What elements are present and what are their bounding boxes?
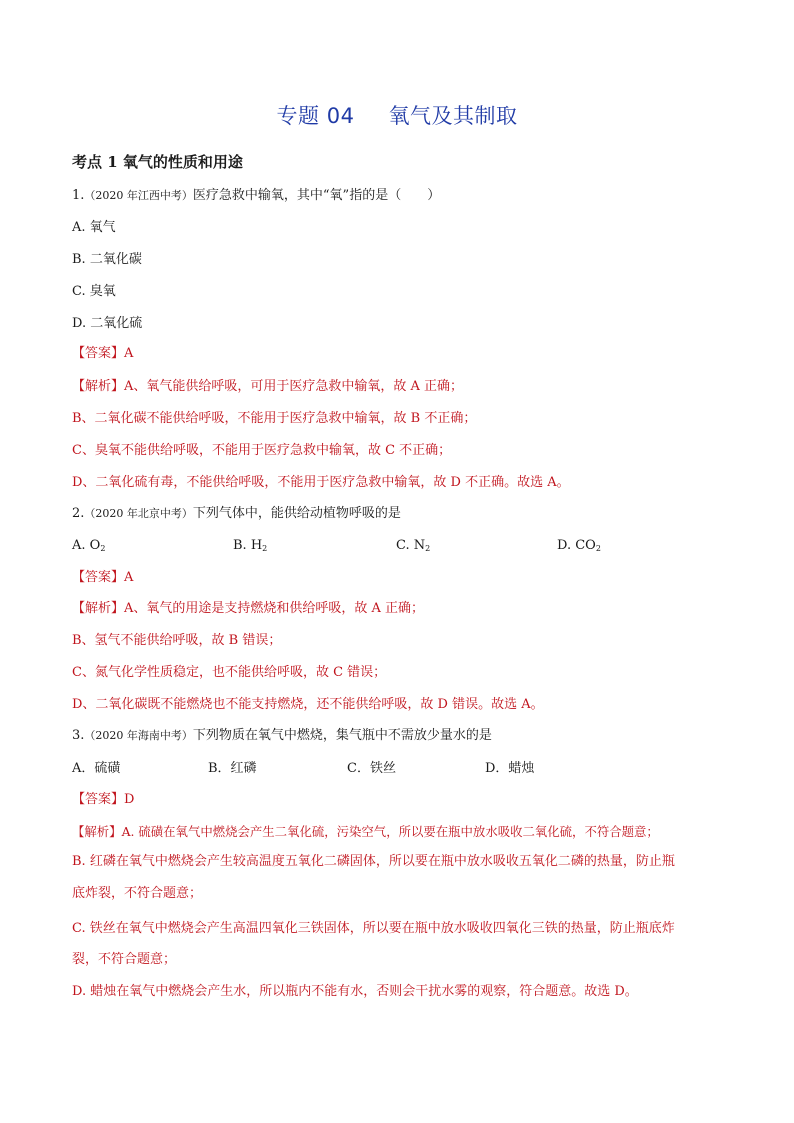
question-1-option-a: A. 氧气 <box>72 220 116 235</box>
question-1-analysis-line: D、二氧化硫有毒，不能供给呼吸，不能用于医疗急救中输氧，故 D 不正确。故选 A。 <box>72 475 570 490</box>
question-1-answer: 【答案】A <box>72 346 134 361</box>
question-1-option-b: B. 二氧化碳 <box>72 252 142 267</box>
question-3-analysis-line: C. 铁丝在氧气中燃烧会产生高温四氧化三铁固体，所以要在瓶中放水吸收四氧化三铁的热量，防止瓶底炸 <box>72 921 675 936</box>
question-3-option-c: C．铁丝 <box>347 761 396 776</box>
question-1-option-c: C. 臭氧 <box>72 284 116 299</box>
question-1-option-d: D. 二氧化硫 <box>72 316 143 331</box>
question-1-analysis-line: C、臭氧不能供给呼吸，不能用于医疗急救中输氧，故 C 不正确； <box>72 443 452 458</box>
question-3-analysis-line: B. 红磷在氧气中燃烧会产生较高温度五氧化二磷固体，所以要在瓶中放水吸收五氧化二磷的热量，防止瓶 <box>72 854 675 869</box>
title-main: 氧气及其制取 <box>388 104 518 128</box>
question-2-analysis-line: C、氮气化学性质稳定，也不能供给呼吸，故 C 错误； <box>72 665 387 680</box>
question-3-analysis-line: 底炸裂，不符合题意； <box>72 886 203 901</box>
question-1-analysis-line: 【解析】A、氧气能供给呼吸，可用于医疗急救中输氧，故 A 正确； <box>72 379 464 394</box>
question-3-analysis-line: 【解析】A. 硫磺在氧气中燃烧会产生二氧化硫，污染空气，所以要在瓶中放水吸收二氧化硫，不符合题意； <box>72 824 659 839</box>
question-2-option-b: B. $H_2$ <box>233 538 268 553</box>
question-2-analysis-line: D、二氧化碳既不能燃烧也不能支持燃烧，还不能供给呼吸，故 D 错误。故选 A。 <box>72 697 544 712</box>
question-3-option-b: B．红磷 <box>208 761 257 776</box>
section-heading: 考点 1 氧气的性质和用途 <box>72 153 243 171</box>
question-3-analysis-line: 裂，不符合题意； <box>72 952 177 967</box>
question-3-stem: 3.（2020 年海南中考）下列物质在氧气中燃烧，集气瓶中不需放少量水的是 <box>72 728 492 743</box>
question-2-option-c: C. $N_2$ <box>396 538 431 553</box>
question-3-option-d: D．蜡烛 <box>485 761 535 776</box>
question-2-answer: 【答案】A <box>72 570 134 585</box>
question-2-option-d: D. $CO_2$ <box>557 538 601 553</box>
question-1-stem: 1.（2020 年江西中考）医疗急救中输氧，其中“氧”指的是（ ） <box>72 188 441 203</box>
page-title <box>0 100 794 130</box>
question-2-stem: 2.（2020 年北京中考）下列气体中，能供给动植物呼吸的是 <box>72 506 401 521</box>
question-2-analysis-line: B、氢气不能供给呼吸，故 B 错误； <box>72 633 282 648</box>
question-1-analysis-line: B、二氧化碳不能供给呼吸，不能用于医疗急救中输氧，故 B 不正确； <box>72 411 477 426</box>
question-3-option-a: A．硫磺 <box>72 761 121 776</box>
question-2-analysis-line: 【解析】A、氧气的用途是支持燃烧和供给呼吸，故 A 正确； <box>72 601 425 616</box>
question-3-answer: 【答案】D <box>72 792 135 807</box>
title-prefix: 专题 04 <box>276 104 355 128</box>
question-3-analysis-line: D. 蜡烛在氧气中燃烧会产生水，所以瓶内不能有水，否则会干扰水雾的观察，符合题意。故选 D。 <box>72 984 638 999</box>
question-2-option-a: A. $O_2$ <box>72 538 106 553</box>
